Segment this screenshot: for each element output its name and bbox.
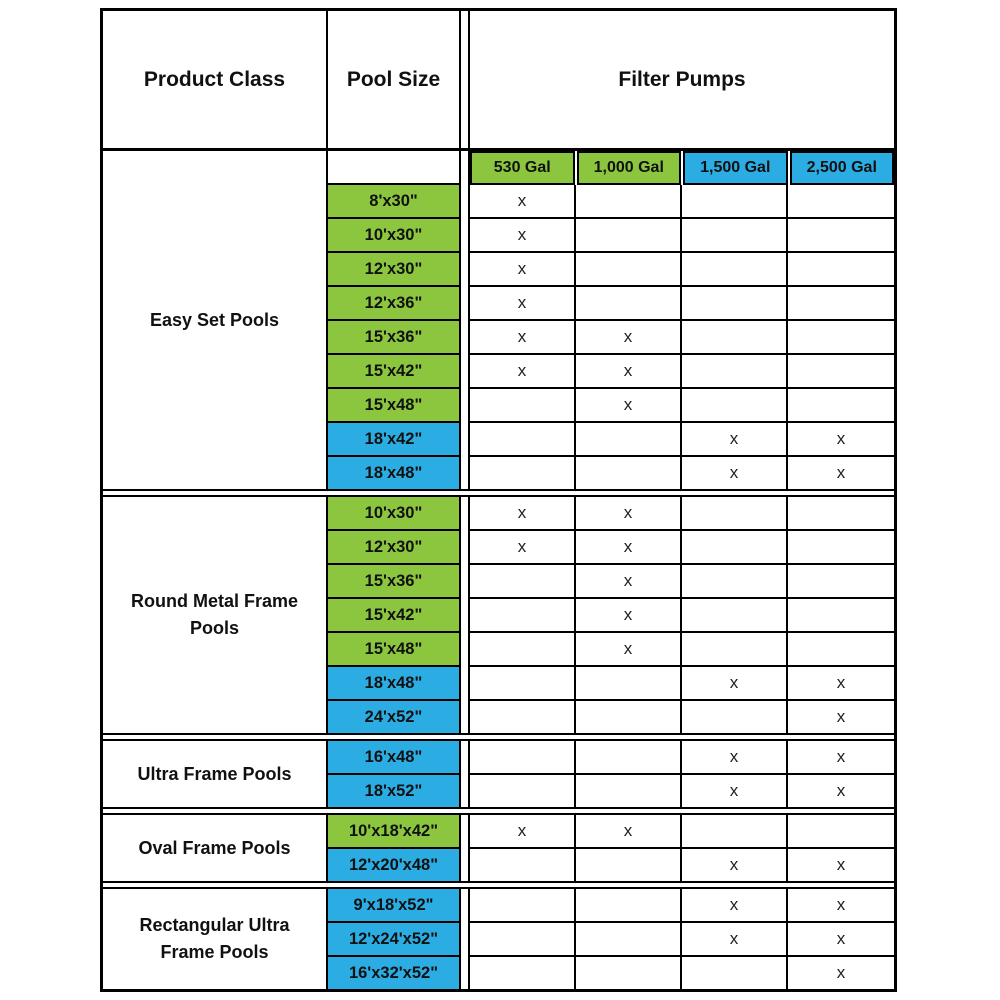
pump-compat-cell: [788, 287, 894, 319]
pool-size-cell: 16'x48": [328, 741, 459, 775]
pump-compat-cell-marked: x: [576, 321, 682, 353]
pump-compat-cell-marked: x: [470, 185, 576, 217]
pump-compat-cell: [788, 389, 894, 421]
pump-compat-row: [470, 633, 894, 667]
pump-compat-cell: [682, 633, 788, 665]
table-header-row: [103, 11, 894, 151]
pump-compat-cell-marked: x: [836, 895, 846, 914]
pump-compat-row: [470, 355, 894, 389]
pump-compat-row: [470, 423, 894, 457]
pump-compat-cell: [682, 957, 788, 989]
pool-size-cell: 18'x42": [328, 423, 459, 457]
pump-compat-cell: [788, 355, 894, 387]
pool-size-cell: 15'x48": [328, 389, 459, 423]
pump-compat-cell: [470, 889, 576, 921]
pump-compat-cell: [576, 423, 682, 455]
pump-compat-cell-marked: x: [836, 747, 846, 766]
pump-compat-cell-marked: x: [470, 355, 576, 387]
pool-size-cell: 18'x48": [328, 667, 459, 701]
pump-compat-cell: [682, 219, 788, 251]
pump-compat-row: [470, 701, 894, 733]
pump-compat-cell-marked: x: [576, 599, 682, 631]
pool-size-cell: 12'x30": [328, 253, 459, 287]
pump-compat-row: [470, 889, 894, 923]
column-divider: [461, 11, 470, 148]
pool-size-header: Pool Size: [328, 11, 461, 148]
pool-size-cell: 15'x42": [328, 355, 459, 389]
pump-compat-cell-marked: x: [470, 321, 576, 353]
pump-compat-cell-marked: x: [576, 565, 682, 597]
pump-compat-cell-marked: x: [836, 929, 846, 948]
pump-compat-row: [470, 957, 894, 989]
pump-compat-cell-marked: x: [836, 781, 846, 800]
pump-compat-cell: [576, 957, 682, 989]
pump-compat-cell: [576, 457, 682, 489]
pump-compat-row: [470, 531, 894, 565]
pump-compat-cell: [470, 389, 576, 421]
pump-compat-cell: [576, 287, 682, 319]
pump-compat-cell: [788, 531, 894, 563]
pump-compat-row: [470, 741, 894, 775]
product-class-cell: Easy Set Pools: [103, 151, 328, 489]
pump-compat-cell: [788, 219, 894, 251]
pump-compat-row: [470, 457, 894, 489]
pump-compat-cell-marked: x: [836, 707, 846, 726]
pump-compat-cell: [470, 775, 576, 807]
pump-compat-cell-marked: x: [576, 355, 682, 387]
pool-size-empty-cell: [328, 151, 459, 185]
pool-size-cell: 10'x18'x42": [328, 815, 459, 849]
pump-compat-row: [470, 253, 894, 287]
pump-compat-row: [470, 565, 894, 599]
pump-column-header: 530 Gal: [470, 151, 575, 185]
pool-size-column: [328, 815, 461, 881]
pump-compat-cell: [576, 185, 682, 217]
pump-compat-cell-marked: x: [576, 633, 682, 665]
pump-compat-cell: [576, 667, 682, 699]
section-band: [103, 887, 894, 989]
pool-size-column: [328, 497, 461, 733]
column-divider: [461, 889, 470, 989]
pump-compat-row: [470, 599, 894, 633]
pump-header-row: [470, 151, 894, 185]
pump-compat-cell-marked: x: [470, 815, 576, 847]
pump-compat-cell: [682, 497, 788, 529]
pump-compat-cell-marked: x: [470, 531, 576, 563]
pump-compat-cell: [682, 701, 788, 733]
pump-compat-cell: [682, 389, 788, 421]
pump-compat-cell: [576, 701, 682, 733]
pump-compat-cell-marked: x: [470, 497, 576, 529]
pump-compat-row: [470, 219, 894, 253]
filter-pumps-header: Filter Pumps: [618, 67, 746, 91]
pump-compat-row: [470, 775, 894, 807]
pump-compat-cell: [788, 565, 894, 597]
pump-compat-cell: [682, 185, 788, 217]
pump-compat-cell-marked: x: [836, 673, 846, 692]
product-class-cell: Oval Frame Pools: [103, 815, 328, 881]
column-divider: [461, 741, 470, 807]
pump-grid: [470, 151, 894, 489]
pool-size-cell: 15'x36": [328, 565, 459, 599]
pool-size-cell: 9'x18'x52": [328, 889, 459, 923]
pump-compat-cell: [576, 889, 682, 921]
column-divider: [461, 151, 470, 489]
section-band: [103, 813, 894, 883]
pool-size-cell: 18'x48": [328, 457, 459, 489]
pool-size-cell: 12'x36": [328, 287, 459, 321]
section-band: [103, 495, 894, 735]
pump-compat-row: [470, 667, 894, 701]
pump-compat-cell: [788, 599, 894, 631]
pump-compat-cell: [470, 701, 576, 733]
pump-compat-cell: [788, 633, 894, 665]
pump-column-header: 2,500 Gal: [790, 151, 895, 185]
pump-column-header: 1,500 Gal: [683, 151, 788, 185]
pump-compat-cell: [470, 633, 576, 665]
pump-compat-cell: [576, 775, 682, 807]
pump-compat-cell-marked: x: [682, 775, 788, 807]
pool-size-cell: 12'x30": [328, 531, 459, 565]
pool-size-cell: 10'x30": [328, 219, 459, 253]
pump-compat-cell: [576, 849, 682, 881]
pool-size-cell: 10'x30": [328, 497, 459, 531]
pump-grid: [470, 889, 894, 989]
section-band: [103, 739, 894, 809]
pump-compat-cell-marked: x: [682, 741, 788, 773]
pump-compat-cell: [576, 219, 682, 251]
pump-compat-cell-marked: x: [682, 849, 788, 881]
pump-compat-cell-marked: x: [470, 253, 576, 285]
pump-compat-cell: [788, 185, 894, 217]
product-class-cell: Rectangular Ultra Frame Pools: [103, 889, 328, 989]
pump-compat-cell-marked: x: [836, 463, 846, 482]
pool-size-cell: 15'x36": [328, 321, 459, 355]
pump-compat-cell: [470, 599, 576, 631]
pool-size-cell: 16'x32'x52": [328, 957, 459, 989]
pump-compat-cell-marked: x: [470, 287, 576, 319]
pump-compat-cell: [682, 355, 788, 387]
pump-compat-cell-marked: x: [576, 531, 682, 563]
pump-grid: [470, 815, 894, 881]
pump-compat-cell-marked: x: [836, 855, 846, 874]
pump-compat-row: [470, 389, 894, 423]
pump-compat-cell: [788, 815, 894, 847]
sections-container: [103, 151, 894, 989]
pump-grid: [470, 741, 894, 807]
pool-size-cell: 18'x52": [328, 775, 459, 807]
pump-compat-cell-marked: x: [682, 423, 788, 455]
product-class-cell: Round Metal Frame Pools: [103, 497, 328, 733]
pump-compat-row: [470, 815, 894, 849]
pump-grid: [470, 497, 894, 733]
pump-compat-cell: [470, 423, 576, 455]
pump-compat-cell-marked: x: [682, 889, 788, 921]
pump-compat-row: [470, 923, 894, 957]
pump-compat-cell: [576, 741, 682, 773]
pump-compat-cell-marked: x: [576, 815, 682, 847]
pump-compat-cell-marked: x: [576, 389, 682, 421]
pump-compat-cell-marked: x: [470, 219, 576, 251]
pool-size-cell: 15'x42": [328, 599, 459, 633]
product-class-header: Product Class: [103, 11, 328, 148]
pump-compat-cell: [470, 457, 576, 489]
pump-compat-cell-marked: x: [576, 497, 682, 529]
pump-compat-cell: [682, 815, 788, 847]
pool-size-cell: 12'x24'x52": [328, 923, 459, 957]
pump-compat-cell-marked: x: [836, 429, 846, 448]
column-divider: [461, 497, 470, 733]
pump-compat-cell: [576, 253, 682, 285]
pump-compat-cell: [682, 565, 788, 597]
section-band: [103, 151, 894, 491]
pump-compat-cell-marked: x: [682, 923, 788, 955]
pool-size-cell: 24'x52": [328, 701, 459, 733]
pump-compat-cell: [682, 287, 788, 319]
pool-size-column: [328, 151, 461, 489]
pump-column-header: 1,000 Gal: [577, 151, 682, 185]
pump-compat-row: [470, 185, 894, 219]
pump-compat-cell: [470, 741, 576, 773]
pump-compat-cell: [788, 321, 894, 353]
pump-compat-cell: [470, 565, 576, 597]
pump-compat-cell: [470, 849, 576, 881]
pump-compat-cell: [788, 497, 894, 529]
pump-compat-cell-marked: x: [682, 667, 788, 699]
pump-compat-row: [470, 287, 894, 321]
pump-compat-cell: [682, 599, 788, 631]
pump-compat-row: [470, 849, 894, 881]
pool-size-column: [328, 741, 461, 807]
pump-compat-cell-marked: x: [836, 963, 846, 982]
pool-size-cell: 8'x30": [328, 185, 459, 219]
pump-compat-cell-marked: x: [682, 457, 788, 489]
pump-compat-cell: [470, 923, 576, 955]
pool-filter-pump-table: [100, 8, 897, 992]
pool-size-cell: 12'x20'x48": [328, 849, 459, 881]
pump-compat-cell: [682, 321, 788, 353]
product-class-cell: Ultra Frame Pools: [103, 741, 328, 807]
pool-size-cell: 15'x48": [328, 633, 459, 667]
pump-compat-cell: [470, 667, 576, 699]
pump-compat-row: [470, 497, 894, 531]
pump-compat-cell: [682, 531, 788, 563]
pump-compat-cell: [576, 923, 682, 955]
pump-compat-row: [470, 321, 894, 355]
pump-compat-cell: [682, 253, 788, 285]
pool-size-column: [328, 889, 461, 989]
pump-compat-cell: [788, 253, 894, 285]
column-divider: [461, 815, 470, 881]
pump-compat-cell: [470, 957, 576, 989]
